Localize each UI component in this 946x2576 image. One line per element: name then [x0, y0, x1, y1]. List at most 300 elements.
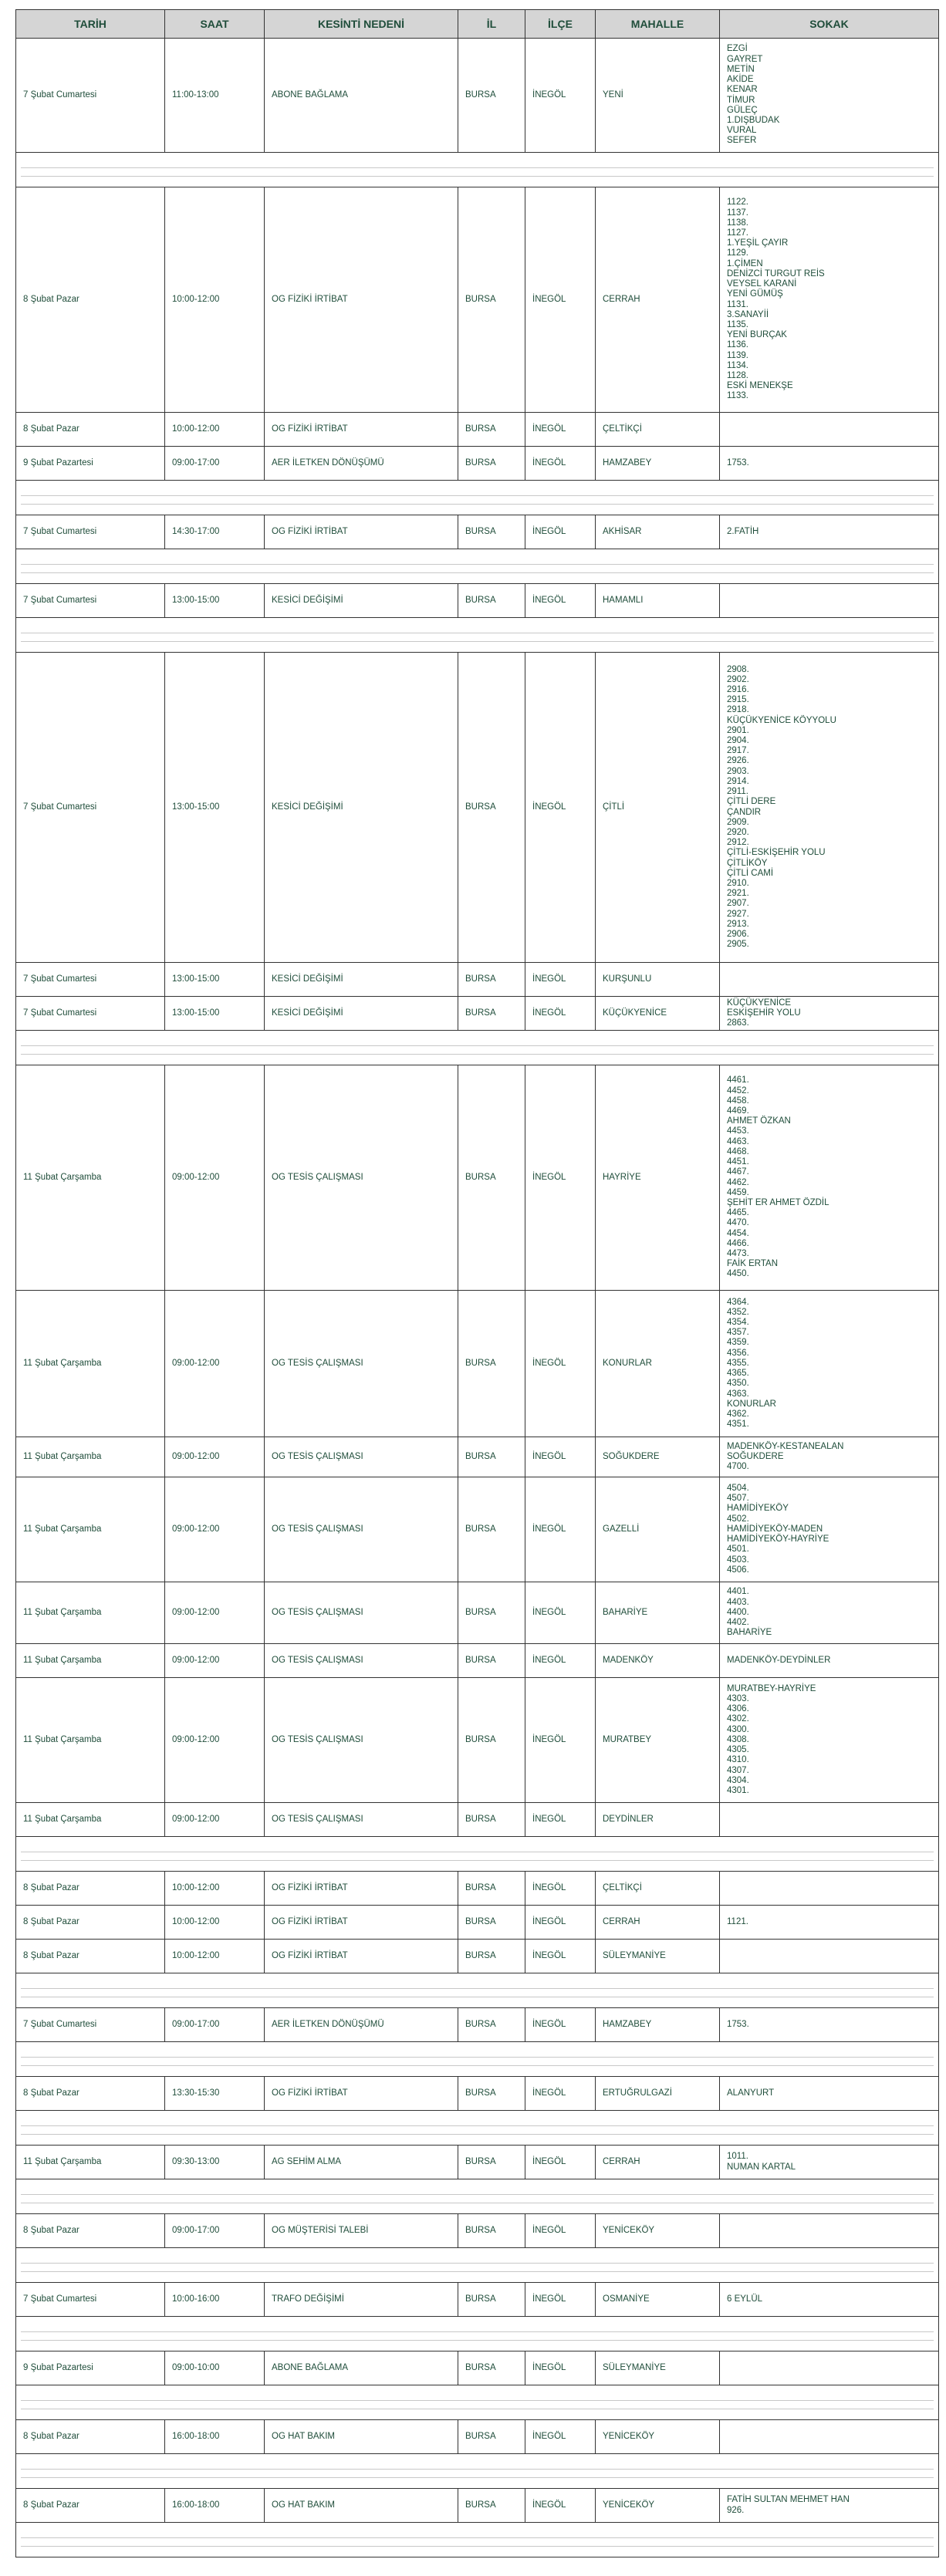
- separator-lines: [16, 1031, 938, 1065]
- sokak-cell: [720, 963, 939, 997]
- tarih-cell: 7 Şubat Cumartesi: [16, 515, 165, 549]
- table-row: [16, 653, 939, 963]
- saat-cell: 16:00-18:00: [165, 2489, 265, 2523]
- kesinti-nedeni-cell: OG TESİS ÇALIŞMASI: [265, 1065, 458, 1291]
- saat-cell: 09:00-12:00: [165, 1803, 265, 1837]
- mahalle-cell: KONURLAR: [596, 1291, 720, 1437]
- separator-row: [16, 549, 939, 584]
- separator-row: [16, 481, 939, 515]
- separator-line: [21, 1054, 934, 1055]
- il-cell: BURSA: [458, 1477, 525, 1582]
- sokak-cell: 4364. 4352. 4354. 4357. 4359. 4356. 4355. 4365. 4350. 4363. KONURLAR 4362. 4351.: [720, 1291, 939, 1437]
- separator-lines: [16, 2179, 938, 2213]
- separator-cell: [16, 1973, 939, 2008]
- sokak-cell: 1753.: [720, 2008, 939, 2042]
- ilce-cell: İNEGÖL: [525, 2214, 596, 2248]
- ilce-cell: İNEGÖL: [525, 515, 596, 549]
- tarih-cell: 8 Şubat Pazar: [16, 2214, 165, 2248]
- separator-row: [16, 2248, 939, 2283]
- separator-line: [21, 2537, 934, 2538]
- table-body: [16, 39, 939, 2557]
- il-cell: BURSA: [458, 187, 525, 413]
- table-row: [16, 413, 939, 447]
- sokak-cell: 4461. 4452. 4458. 4469. AHMET ÖZKAN 4453. 4463. 4468. 4451. 4467. 4462. 4459. ŞEHİT ER AHMET ÖZDİL 4465. 4470. 4454. 4466. 4473. FAİK ERTAN 4450.: [720, 1065, 939, 1291]
- sokak-cell: [720, 2420, 939, 2454]
- ilce-cell: İNEGÖL: [525, 2351, 596, 2385]
- kesinti-nedeni-cell: OG HAT BAKIM: [265, 2420, 458, 2454]
- kesinti-nedeni-cell: OG FİZİKİ İRTİBAT: [265, 413, 458, 447]
- kesinti-nedeni-cell: OG TESİS ÇALIŞMASI: [265, 1582, 458, 1644]
- saat-cell: 13:00-15:00: [165, 653, 265, 963]
- sokak-cell: 1011. NUMAN KARTAL: [720, 2146, 939, 2179]
- saat-cell: 09:00-17:00: [165, 2214, 265, 2248]
- il-cell: BURSA: [458, 2283, 525, 2317]
- saat-cell: 10:00-12:00: [165, 1906, 265, 1940]
- ilce-cell: İNEGÖL: [525, 1872, 596, 1906]
- separator-cell: [16, 2042, 939, 2077]
- table-row: [16, 2008, 939, 2042]
- table-row: [16, 1291, 939, 1437]
- table-row: [16, 447, 939, 481]
- separator-row: [16, 2454, 939, 2489]
- kesinti-nedeni-cell: OG MÜŞTERİSİ TALEBİ: [265, 2214, 458, 2248]
- ilce-cell: İNEGÖL: [525, 447, 596, 481]
- sokak-cell: 1122. 1137. 1138. 1127. 1.YEŞİL ÇAYIR 1129. 1.ÇİMEN DENİZCİ TURGUT REİS VEYSEL KARANİ YENİ GÜMÜŞ 1131. 3.SANAYİİ 1135. YENİ BURÇAK 1136. 1139. 1134. 1128. ESKİ MENEKŞE 1133.: [720, 187, 939, 413]
- saat-cell: 09:00-12:00: [165, 1437, 265, 1477]
- tarih-cell: 7 Şubat Cumartesi: [16, 2283, 165, 2317]
- kesinti-nedeni-cell: AG SEHİM ALMA: [265, 2146, 458, 2179]
- mahalle-cell: GAZELLİ: [596, 1477, 720, 1582]
- saat-cell: 09:00-12:00: [165, 1065, 265, 1291]
- sokak-cell: 1121.: [720, 1906, 939, 1940]
- kesinti-nedeni-cell: OG TESİS ÇALIŞMASI: [265, 1644, 458, 1678]
- separator-line: [21, 2546, 934, 2547]
- saat-cell: 13:30-15:30: [165, 2077, 265, 2111]
- kesinti-nedeni-cell: OG FİZİKİ İRTİBAT: [265, 515, 458, 549]
- table-row: [16, 1437, 939, 1477]
- sokak-cell: [720, 1940, 939, 1973]
- tarih-cell: 8 Şubat Pazar: [16, 2420, 165, 2454]
- sokak-cell: MADENKÖY-DEYDİNLER: [720, 1644, 939, 1678]
- tarih-cell: 8 Şubat Pazar: [16, 1940, 165, 1973]
- saat-cell: 09:00-12:00: [165, 1644, 265, 1678]
- tarih-cell: 11 Şubat Çarşamba: [16, 2146, 165, 2179]
- separator-lines: [16, 2248, 938, 2282]
- mahalle-cell: ERTUĞRULGAZİ: [596, 2077, 720, 2111]
- table-row: [16, 2077, 939, 2111]
- tarih-cell: 8 Şubat Pazar: [16, 1872, 165, 1906]
- table-row: [16, 1803, 939, 1837]
- separator-row: [16, 2523, 939, 2557]
- separator-line: [21, 2400, 934, 2401]
- tarih-cell: 9 Şubat Pazartesi: [16, 2351, 165, 2385]
- header-kesinti-nedeni: KESİNTİ NEDENİ: [265, 10, 458, 39]
- ilce-cell: İNEGÖL: [525, 187, 596, 413]
- il-cell: BURSA: [458, 447, 525, 481]
- table-row: [16, 1906, 939, 1940]
- table-row: [16, 1678, 939, 1803]
- tarih-cell: 11 Şubat Çarşamba: [16, 1582, 165, 1644]
- saat-cell: 13:00-15:00: [165, 584, 265, 618]
- separator-cell: [16, 481, 939, 515]
- saat-cell: 14:30-17:00: [165, 515, 265, 549]
- kesinti-nedeni-cell: OG HAT BAKIM: [265, 2489, 458, 2523]
- tarih-cell: 11 Şubat Çarşamba: [16, 1803, 165, 1837]
- il-cell: BURSA: [458, 963, 525, 997]
- separator-row: [16, 153, 939, 187]
- separator-cell: [16, 2111, 939, 2146]
- mahalle-cell: YENİCEKÖY: [596, 2489, 720, 2523]
- ilce-cell: İNEGÖL: [525, 1940, 596, 1973]
- ilce-cell: İNEGÖL: [525, 653, 596, 963]
- separator-row: [16, 2042, 939, 2077]
- mahalle-cell: ÇELTİKÇİ: [596, 1872, 720, 1906]
- saat-cell: 09:00-17:00: [165, 2008, 265, 2042]
- separator-cell: [16, 153, 939, 187]
- sokak-cell: [720, 584, 939, 618]
- il-cell: BURSA: [458, 1940, 525, 1973]
- tarih-cell: 9 Şubat Pazartesi: [16, 447, 165, 481]
- mahalle-cell: YENİCEKÖY: [596, 2420, 720, 2454]
- mahalle-cell: KÜÇÜKYENİCE: [596, 997, 720, 1031]
- tarih-cell: 7 Şubat Cumartesi: [16, 653, 165, 963]
- kesinti-nedeni-cell: KESİCİ DEĞİŞİMİ: [265, 997, 458, 1031]
- sokak-cell: KÜÇÜKYENİCE ESKİŞEHİR YOLU 2863.: [720, 997, 939, 1031]
- kesinti-nedeni-cell: OG FİZİKİ İRTİBAT: [265, 1906, 458, 1940]
- separator-line: [21, 504, 934, 505]
- mahalle-cell: CERRAH: [596, 1906, 720, 1940]
- ilce-cell: İNEGÖL: [525, 1678, 596, 1803]
- table-row: [16, 2283, 939, 2317]
- il-cell: BURSA: [458, 413, 525, 447]
- saat-cell: 09:00-10:00: [165, 2351, 265, 2385]
- ilce-cell: İNEGÖL: [525, 2008, 596, 2042]
- il-cell: BURSA: [458, 584, 525, 618]
- separator-line: [21, 2057, 934, 2058]
- sokak-cell: ALANYURT: [720, 2077, 939, 2111]
- separator-line: [21, 572, 934, 573]
- ilce-cell: İNEGÖL: [525, 2077, 596, 2111]
- separator-row: [16, 1031, 939, 1065]
- separator-line: [21, 2331, 934, 2332]
- sokak-cell: EZGİ GAYRET METİN AKİDE KENAR TİMUR GÜLEÇ 1.DIŞBUDAK VURAL SEFER: [720, 39, 939, 153]
- table-row: [16, 515, 939, 549]
- il-cell: BURSA: [458, 1872, 525, 1906]
- saat-cell: 09:00-12:00: [165, 1477, 265, 1582]
- mahalle-cell: MURATBEY: [596, 1678, 720, 1803]
- il-cell: BURSA: [458, 1906, 525, 1940]
- sokak-cell: MADENKÖY-KESTANEALAN SOĞUKDERE 4700.: [720, 1437, 939, 1477]
- kesinti-nedeni-cell: OG FİZİKİ İRTİBAT: [265, 187, 458, 413]
- separator-line: [21, 2477, 934, 2478]
- ilce-cell: İNEGÖL: [525, 1582, 596, 1644]
- sokak-cell: [720, 2214, 939, 2248]
- sokak-cell: [720, 2351, 939, 2385]
- sokak-cell: 2.FATİH: [720, 515, 939, 549]
- table-row: [16, 187, 939, 413]
- ilce-cell: İNEGÖL: [525, 1477, 596, 1582]
- separator-line: [21, 1988, 934, 1989]
- separator-lines: [16, 2385, 938, 2419]
- il-cell: BURSA: [458, 2489, 525, 2523]
- table-row: [16, 2146, 939, 2179]
- separator-line: [21, 167, 934, 168]
- ilce-cell: İNEGÖL: [525, 584, 596, 618]
- table-row: [16, 963, 939, 997]
- mahalle-cell: CERRAH: [596, 2146, 720, 2179]
- table-row: [16, 1644, 939, 1678]
- table-row: [16, 1065, 939, 1291]
- table-row: [16, 2420, 939, 2454]
- ilce-cell: İNEGÖL: [525, 1644, 596, 1678]
- tarih-cell: 7 Şubat Cumartesi: [16, 584, 165, 618]
- kesinti-nedeni-cell: AER İLETKEN DÖNÜŞÜMÜ: [265, 447, 458, 481]
- separator-cell: [16, 2385, 939, 2420]
- tarih-cell: 11 Şubat Çarşamba: [16, 1437, 165, 1477]
- separator-line: [21, 2469, 934, 2470]
- mahalle-cell: SÜLEYMANİYE: [596, 2351, 720, 2385]
- saat-cell: 10:00-12:00: [165, 187, 265, 413]
- table-row: [16, 39, 939, 153]
- separator-cell: [16, 618, 939, 653]
- tarih-cell: 11 Şubat Çarşamba: [16, 1477, 165, 1582]
- il-cell: BURSA: [458, 1678, 525, 1803]
- kesinti-nedeni-cell: OG TESİS ÇALIŞMASI: [265, 1437, 458, 1477]
- mahalle-cell: KURŞUNLU: [596, 963, 720, 997]
- saat-cell: 13:00-15:00: [165, 997, 265, 1031]
- table-header: [16, 10, 939, 39]
- separator-row: [16, 2317, 939, 2351]
- saat-cell: 09:30-13:00: [165, 2146, 265, 2179]
- header-tarih: TARİH: [16, 10, 165, 39]
- kesinti-nedeni-cell: OG FİZİKİ İRTİBAT: [265, 1940, 458, 1973]
- ilce-cell: İNEGÖL: [525, 1803, 596, 1837]
- header-mahalle: MAHALLE: [596, 10, 720, 39]
- mahalle-cell: BAHARİYE: [596, 1582, 720, 1644]
- separator-line: [21, 2065, 934, 2066]
- saat-cell: 16:00-18:00: [165, 2420, 265, 2454]
- sokak-cell: MURATBEY-HAYRİYE 4303. 4306. 4302. 4300. 4308. 4305. 4310. 4307. 4304. 4301.: [720, 1678, 939, 1803]
- separator-lines: [16, 549, 938, 583]
- saat-cell: 13:00-15:00: [165, 963, 265, 997]
- saat-cell: 09:00-12:00: [165, 1582, 265, 1644]
- mahalle-cell: ÇELTİKÇİ: [596, 413, 720, 447]
- kesinti-nedeni-cell: OG TESİS ÇALIŞMASI: [265, 1477, 458, 1582]
- il-cell: BURSA: [458, 1291, 525, 1437]
- table-row: [16, 997, 939, 1031]
- saat-cell: 10:00-12:00: [165, 1872, 265, 1906]
- separator-cell: [16, 2317, 939, 2351]
- header-ilce: İLÇE: [525, 10, 596, 39]
- ilce-cell: İNEGÖL: [525, 413, 596, 447]
- separator-cell: [16, 2454, 939, 2489]
- sokak-cell: [720, 1803, 939, 1837]
- mahalle-cell: DEYDİNLER: [596, 1803, 720, 1837]
- separator-line: [21, 2271, 934, 2272]
- ilce-cell: İNEGÖL: [525, 1291, 596, 1437]
- tarih-cell: 7 Şubat Cumartesi: [16, 997, 165, 1031]
- kesinti-nedeni-cell: KESİCİ DEĞİŞİMİ: [265, 584, 458, 618]
- il-cell: BURSA: [458, 2008, 525, 2042]
- separator-line: [21, 564, 934, 565]
- kesinti-nedeni-cell: OG FİZİKİ İRTİBAT: [265, 2077, 458, 2111]
- separator-line: [21, 176, 934, 177]
- tarih-cell: 7 Şubat Cumartesi: [16, 963, 165, 997]
- separator-cell: [16, 2523, 939, 2557]
- ilce-cell: İNEGÖL: [525, 1437, 596, 1477]
- separator-lines: [16, 2111, 938, 2145]
- ilce-cell: İNEGÖL: [525, 1906, 596, 1940]
- separator-line: [21, 2263, 934, 2264]
- separator-line: [21, 2125, 934, 2126]
- separator-line: [21, 641, 934, 642]
- header-il: İL: [458, 10, 525, 39]
- saat-cell: 10:00-12:00: [165, 1940, 265, 1973]
- separator-cell: [16, 549, 939, 584]
- table-row: [16, 2351, 939, 2385]
- il-cell: BURSA: [458, 2420, 525, 2454]
- tarih-cell: 8 Şubat Pazar: [16, 2489, 165, 2523]
- il-cell: BURSA: [458, 653, 525, 963]
- separator-line: [21, 495, 934, 496]
- saat-cell: 10:00-16:00: [165, 2283, 265, 2317]
- table-row: [16, 1582, 939, 1644]
- il-cell: BURSA: [458, 39, 525, 153]
- ilce-cell: İNEGÖL: [525, 2420, 596, 2454]
- tarih-cell: 7 Şubat Cumartesi: [16, 2008, 165, 2042]
- mahalle-cell: HAMZABEY: [596, 2008, 720, 2042]
- il-cell: BURSA: [458, 1437, 525, 1477]
- il-cell: BURSA: [458, 1644, 525, 1678]
- header-sokak: SOKAK: [720, 10, 939, 39]
- table-row: [16, 2214, 939, 2248]
- separator-line: [21, 1860, 934, 1861]
- ilce-cell: İNEGÖL: [525, 997, 596, 1031]
- mahalle-cell: HAYRİYE: [596, 1065, 720, 1291]
- sokak-cell: FATİH SULTAN MEHMET HAN 926.: [720, 2489, 939, 2523]
- separator-lines: [16, 1973, 938, 2007]
- mahalle-cell: YENİCEKÖY: [596, 2214, 720, 2248]
- mahalle-cell: ÇİTLİ: [596, 653, 720, 963]
- tarih-cell: 8 Şubat Pazar: [16, 2077, 165, 2111]
- separator-lines: [16, 153, 938, 187]
- kesinti-nedeni-cell: ABONE BAĞLAMA: [265, 2351, 458, 2385]
- ilce-cell: İNEGÖL: [525, 2489, 596, 2523]
- sokak-cell: 6 EYLÜL: [720, 2283, 939, 2317]
- header-saat: SAAT: [165, 10, 265, 39]
- sokak-cell: 4401. 4403. 4400. 4402. BAHARİYE: [720, 1582, 939, 1644]
- il-cell: BURSA: [458, 2077, 525, 2111]
- mahalle-cell: CERRAH: [596, 187, 720, 413]
- mahalle-cell: SOĞUKDERE: [596, 1437, 720, 1477]
- il-cell: BURSA: [458, 2351, 525, 2385]
- table-row: [16, 1940, 939, 1973]
- mahalle-cell: HAMZABEY: [596, 447, 720, 481]
- mahalle-cell: YENİ: [596, 39, 720, 153]
- kesinti-nedeni-cell: OG TESİS ÇALIŞMASI: [265, 1678, 458, 1803]
- tarih-cell: 8 Şubat Pazar: [16, 1906, 165, 1940]
- mahalle-cell: AKHİSAR: [596, 515, 720, 549]
- kesinti-nedeni-cell: KESİCİ DEĞİŞİMİ: [265, 963, 458, 997]
- ilce-cell: İNEGÖL: [525, 963, 596, 997]
- separator-lines: [16, 481, 938, 515]
- separator-lines: [16, 2042, 938, 2076]
- il-cell: BURSA: [458, 515, 525, 549]
- kesinti-nedeni-cell: ABONE BAĞLAMA: [265, 39, 458, 153]
- separator-row: [16, 2111, 939, 2146]
- separator-lines: [16, 2454, 938, 2488]
- kesinti-nedeni-cell: AER İLETKEN DÖNÜŞÜMÜ: [265, 2008, 458, 2042]
- mahalle-cell: OSMANİYE: [596, 2283, 720, 2317]
- kesinti-nedeni-cell: OG FİZİKİ İRTİBAT: [265, 1872, 458, 1906]
- kesinti-nedeni-cell: TRAFO DEĞİŞİMİ: [265, 2283, 458, 2317]
- separator-lines: [16, 2317, 938, 2351]
- mahalle-cell: SÜLEYMANİYE: [596, 1940, 720, 1973]
- saat-cell: 09:00-12:00: [165, 1678, 265, 1803]
- separator-cell: [16, 2179, 939, 2214]
- separator-cell: [16, 2248, 939, 2283]
- mahalle-cell: HAMAMLI: [596, 584, 720, 618]
- tarih-cell: 7 Şubat Cumartesi: [16, 39, 165, 153]
- tarih-cell: 11 Şubat Çarşamba: [16, 1644, 165, 1678]
- tarih-cell: 8 Şubat Pazar: [16, 187, 165, 413]
- saat-cell: 09:00-17:00: [165, 447, 265, 481]
- ilce-cell: İNEGÖL: [525, 39, 596, 153]
- tarih-cell: 11 Şubat Çarşamba: [16, 1065, 165, 1291]
- il-cell: BURSA: [458, 997, 525, 1031]
- saat-cell: 10:00-12:00: [165, 413, 265, 447]
- saat-cell: 11:00-13:00: [165, 39, 265, 153]
- separator-line: [21, 2134, 934, 2135]
- mahalle-cell: MADENKÖY: [596, 1644, 720, 1678]
- separator-lines: [16, 2523, 938, 2557]
- sokak-cell: 4504. 4507. HAMİDİYEKÖY 4502. HAMİDİYEKÖY-MADEN HAMİDİYEKÖY-HAYRİYE 4501. 4503. 4506.: [720, 1477, 939, 1582]
- tarih-cell: 11 Şubat Çarşamba: [16, 1678, 165, 1803]
- ilce-cell: İNEGÖL: [525, 2283, 596, 2317]
- ilce-cell: İNEGÖL: [525, 1065, 596, 1291]
- ilce-cell: İNEGÖL: [525, 2146, 596, 2179]
- separator-row: [16, 618, 939, 653]
- outage-table: [15, 9, 939, 2557]
- sokak-cell: 2908. 2902. 2916. 2915. 2918. KÜÇÜKYENİCE KÖYYOLU 2901. 2904. 2917. 2926. 2903. 2914. 2911. ÇİTLİ DERE ÇANDIR 2909. 2920. 2912. ÇİTLİ-ESKİŞEHİR YOLU ÇİTLİKÖY ÇİTLİ CAMİ 2910. 2921. 2907. 2927. 2913. 2906. 2905.: [720, 653, 939, 963]
- sokak-cell: 1753.: [720, 447, 939, 481]
- header-row: [16, 10, 939, 39]
- table-row: [16, 2489, 939, 2523]
- kesinti-nedeni-cell: OG TESİS ÇALIŞMASI: [265, 1291, 458, 1437]
- sokak-cell: [720, 413, 939, 447]
- separator-cell: [16, 1837, 939, 1872]
- table-row: [16, 1872, 939, 1906]
- separator-line: [21, 2340, 934, 2341]
- table-row: [16, 1477, 939, 1582]
- tarih-cell: 8 Şubat Pazar: [16, 413, 165, 447]
- kesinti-nedeni-cell: KESİCİ DEĞİŞİMİ: [265, 653, 458, 963]
- tarih-cell: 11 Şubat Çarşamba: [16, 1291, 165, 1437]
- separator-row: [16, 2179, 939, 2214]
- saat-cell: 09:00-12:00: [165, 1291, 265, 1437]
- il-cell: BURSA: [458, 1582, 525, 1644]
- separator-row: [16, 1973, 939, 2008]
- il-cell: BURSA: [458, 2214, 525, 2248]
- il-cell: BURSA: [458, 1065, 525, 1291]
- sokak-cell: [720, 1872, 939, 1906]
- il-cell: BURSA: [458, 2146, 525, 2179]
- separator-lines: [16, 1837, 938, 1871]
- kesinti-nedeni-cell: OG TESİS ÇALIŞMASI: [265, 1803, 458, 1837]
- separator-row: [16, 2385, 939, 2420]
- separator-row: [16, 1837, 939, 1872]
- separator-lines: [16, 618, 938, 652]
